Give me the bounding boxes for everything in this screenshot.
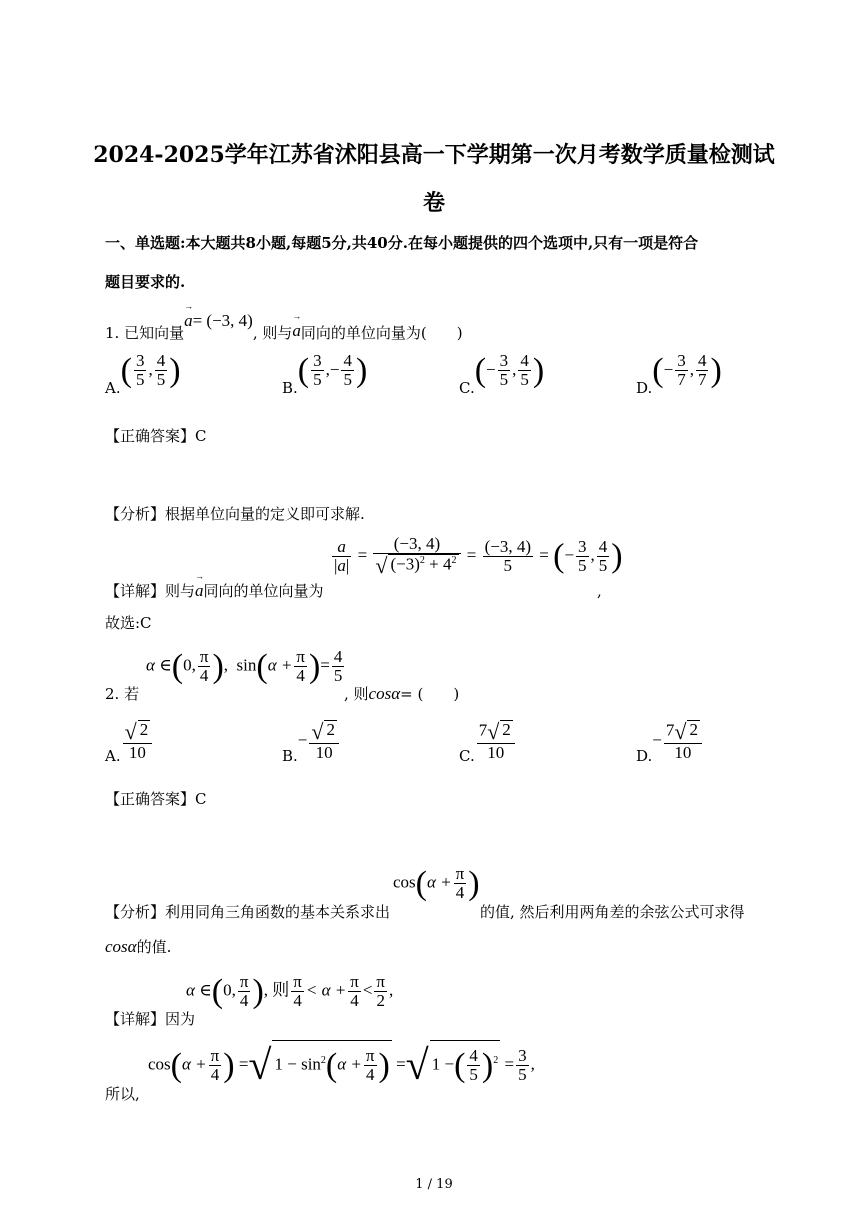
option-label: C. <box>459 378 475 397</box>
q1-stem <box>105 311 463 343</box>
q2-analysis-formula: cos(α + $\frac{\pi}{4}$ ) <box>393 864 480 902</box>
q2-so-formula: cos(α + $\frac{\pi}{4}$ ) =√ $1 - \sin^2(\alpha$ + $\frac{\pi}{4}$ ) =√ 1 −( $\frac{4}{5}$ )$^2$ = $\frac{3}{5}$ , <box>148 1040 535 1090</box>
q1-stem-text-2: 同向的单位向量为( ) <box>300 324 463 342</box>
q2-detail-prefix: 【详解】因为 <box>105 1010 196 1028</box>
q1-detail-formula: $\frac{a}{|a|}$ = $\frac{(-3, 4)}{√ (-3)^2 + 4^2}$ = $\frac{(-3, 4)}{5}$ = (− $\frac{3}{5}$ , $\frac{4}{5}$ ) <box>334 534 623 578</box>
q2-so: 所以, <box>105 1085 140 1103</box>
q1-answer: 【正确答案】C <box>105 427 207 445</box>
option-label: A. <box>105 747 121 766</box>
option-label: D. <box>636 378 653 397</box>
q2-option-d[interactable]: D.− $\frac{7√ 2}{10}$ <box>636 720 704 763</box>
q1-detail-end: , <box>597 582 602 600</box>
q2-detail-condition: α ∈(0, $\frac{\pi}{4}$ ), 则 $\frac{\pi}{4}$ < α + $\frac{\pi}{4}$ < $\frac{\pi}{2}$ , <box>186 972 394 1010</box>
q2-analysis-suffix: 的值, 然后利用两角差的余弦公式可求得 <box>480 903 745 921</box>
option-label: B. <box>282 378 298 397</box>
q1-option-b[interactable]: B.( $\frac{3}{5}$ ,− $\frac{4}{5}$ ) <box>282 351 368 397</box>
q1-stem-text: , 则与 <box>252 324 293 342</box>
q2-condition: α ∈(0, $\frac{\pi}{4}$ ), sin(α + $\frac{\pi}{4}$ )= $\frac{4}{5}$ <box>146 647 343 685</box>
q1-option-c[interactable]: C.(− $\frac{3}{5}$ , $\frac{4}{5}$ ) <box>459 351 545 397</box>
q1-analysis: 【分析】根据单位向量的定义即可求解. <box>105 505 365 523</box>
q2-option-a[interactable]: A. $\frac{√ 2}{10}$ <box>105 720 154 763</box>
option-label: A. <box>105 378 121 397</box>
vector-a-symbol-2: → a <box>292 321 301 341</box>
q1-option-a[interactable]: A.( $\frac{3}{5}$ , $\frac{4}{5}$ ) <box>105 351 181 397</box>
option-label: B. <box>282 747 298 766</box>
q2-answer: 【正确答案】C <box>105 790 207 808</box>
q2-option-c[interactable]: C. $\frac{7√ 2}{10}$ <box>459 720 517 763</box>
q2-option-b[interactable]: B.− $\frac{√ 2}{10}$ <box>282 720 341 763</box>
vector-a-symbol: → a <box>184 311 193 331</box>
q2-ask: , 则cosα= ( ) <box>344 684 460 703</box>
q1-choose: 故选:C <box>105 614 152 632</box>
document-title-line1: 2024-2025学年江苏省沭阳县高一下学期第一次月考数学质量检测试 <box>93 142 775 168</box>
q1-number: 1. 已知向量 <box>105 324 185 342</box>
option-label: C. <box>459 747 475 766</box>
q2-number: 2. 若 <box>105 685 140 703</box>
vector-a-symbol-3: → a <box>195 581 204 601</box>
option-label: D. <box>636 747 653 766</box>
document-title-line2: 卷 <box>422 190 445 216</box>
section-heading-line2: 题目要求的. <box>105 273 186 291</box>
page-number: 1 / 19 <box>415 1177 453 1192</box>
q1-detail-prefix: 【详解】则与→ a同向的单位向量为 <box>105 580 324 601</box>
q2-analysis-prefix: 【分析】利用同角三角函数的基本关系求出 <box>105 903 391 921</box>
section-heading-line1: 一、单选题:本大题共8小题,每题5分,共40分.在每小题提供的四个选项中,只有一项是符合 <box>105 234 699 252</box>
q2-analysis-line2: cosα的值. <box>105 937 172 956</box>
q1-vector-def: = (−3, 4) <box>192 311 253 330</box>
q1-option-d[interactable]: D.(− $\frac{3}{7}$ , $\frac{4}{7}$ ) <box>636 351 722 397</box>
